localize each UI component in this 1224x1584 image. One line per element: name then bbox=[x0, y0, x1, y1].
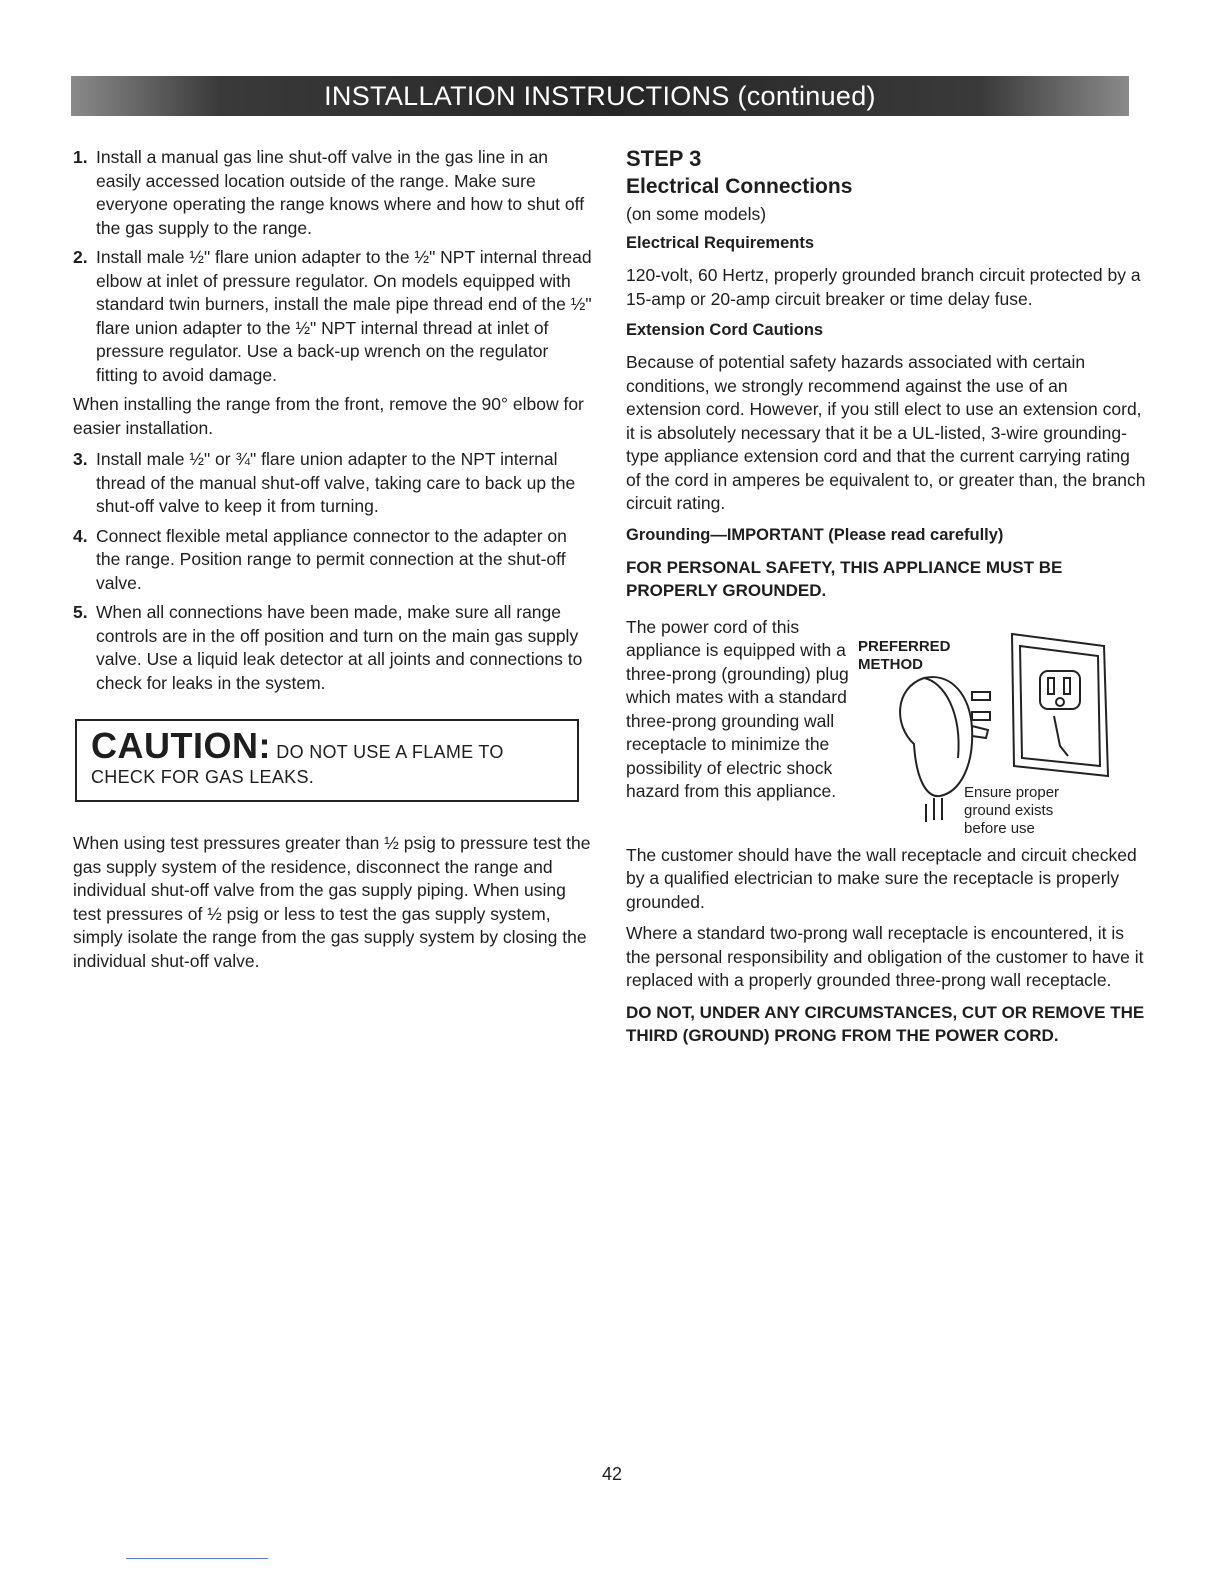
list-item: 1. Install a manual gas line shut-off valve in the gas line in an easily accessed location outside of the range. Make sure everyone operating the range knows where and how to shut off the gas supply to the range. bbox=[73, 147, 585, 238]
list-item: 5. When all connections have been made, make sure all range controls are in the off position and turn on the main gas supply valve. Use a liquid leak detector at all joints and connections to check for leaks in the system. bbox=[73, 602, 583, 693]
extension-cord-text: Because of potential safety hazards associated with certain conditions, we strongly recommend against the use of an extension cord. However, if you still elect to use an extension cord, it is absolutely necessary that it be a UL-listed, 3-wire grounding-type appliance extension cord and that the current carrying rating of the cord in amperes be equivalent to, or greater than, the branch circuit rating. bbox=[626, 352, 1146, 513]
step-heading: STEP 3 bbox=[626, 146, 702, 171]
customer-check-text: The customer should have the wall receptacle and circuit checked by a qualified electrician to make sure the receptacle is properly grounded. bbox=[626, 844, 1137, 912]
section-banner bbox=[71, 76, 1129, 116]
list-item: 2. Install male ½" flare union adapter to the ½" NPT internal thread elbow at inlet of pressure regulator. On models equipped with standard twin burners, install the male pipe thread end of the ½" flare union adapter to the ½" NPT internal thread at inlet of pressure regulator. Use a back-up wrench on the regulator fitting to avoid damage. bbox=[73, 247, 592, 385]
electrical-requirements-text: 120-volt, 60 Hertz, properly grounded branch circuit protected by a 15-amp or 20-amp circuit breaker or time delay fuse. bbox=[626, 265, 1141, 309]
safety-warning: FOR PERSONAL SAFETY, THIS APPLIANCE MUST BE PROPERLY GROUNDED. bbox=[626, 557, 1063, 600]
caution-line-2: CHECK FOR GAS LEAKS. bbox=[91, 767, 315, 787]
front-install-note: When installing the range from the front, remove the 90° elbow for easier installation. bbox=[73, 394, 584, 438]
steps-list-b bbox=[73, 448, 593, 695]
ensure-ground-label: Ensure proper ground exists before use bbox=[964, 783, 1060, 837]
extension-cord-heading: Extension Cord Cautions bbox=[626, 321, 824, 339]
caution-line-1: DO NOT USE A FLAME TO bbox=[276, 742, 504, 762]
caution-word: CAUTION: bbox=[91, 725, 271, 766]
page-title: INSTALLATION INSTRUCTIONS (continued) bbox=[324, 80, 876, 111]
footer-divider bbox=[126, 1558, 268, 1559]
test-pressure-paragraph: When using test pressures greater than ½ psig to pressure test the gas supply system of the residence, disconnect the range and individual shut-off valve from the gas supply piping. When using test pressures of ½ psig or less to test the gas supply system, simply isolate the range from the gas supply system by closing the individual shut-off valve. bbox=[73, 833, 591, 971]
final-warning: DO NOT, UNDER ANY CIRCUMSTANCES, CUT OR REMOVE THE THIRD (GROUND) PRONG FROM THE POWER CORD. bbox=[626, 1002, 1145, 1045]
list-item: 3. Install male ½" or ¾" flare union adapter to the NPT internal thread of the manual shut-off valve, taking care to back up the shut-off valve to keep it from turning. bbox=[73, 449, 576, 516]
step-title: Electrical Connections bbox=[626, 175, 853, 198]
two-prong-text: Where a standard two-prong wall receptacle is encountered, it is the personal responsibility and obligation of the customer to have it replaced with a properly grounded three-prong wall receptacle. bbox=[626, 923, 1144, 990]
left-column bbox=[73, 146, 593, 981]
right-column bbox=[626, 146, 1146, 1059]
models-note: (on some models) bbox=[626, 204, 767, 224]
caution-box bbox=[75, 719, 579, 802]
grounded-plug-figure bbox=[854, 616, 1154, 846]
steps-list-a bbox=[73, 146, 593, 387]
page-number: 42 bbox=[601, 1464, 623, 1484]
grounding-heading: Grounding—IMPORTANT (Please read carefully) bbox=[626, 525, 1004, 544]
plug-description: The power cord of this appliance is equipped with a three-prong (grounding) plug which mates with a standard three-prong grounding wall receptacle to minimize the possibility of electric shock hazard from this appliance. bbox=[626, 616, 849, 801]
plug-section bbox=[626, 616, 1146, 844]
preferred-method-label: PREFERRED METHOD bbox=[858, 637, 951, 673]
list-item: 4. Connect flexible metal appliance connector to the adapter on the range. Position range to permit connection at the shut-off valve. bbox=[73, 525, 567, 593]
electrical-requirements-heading: Electrical Requirements bbox=[626, 234, 814, 252]
